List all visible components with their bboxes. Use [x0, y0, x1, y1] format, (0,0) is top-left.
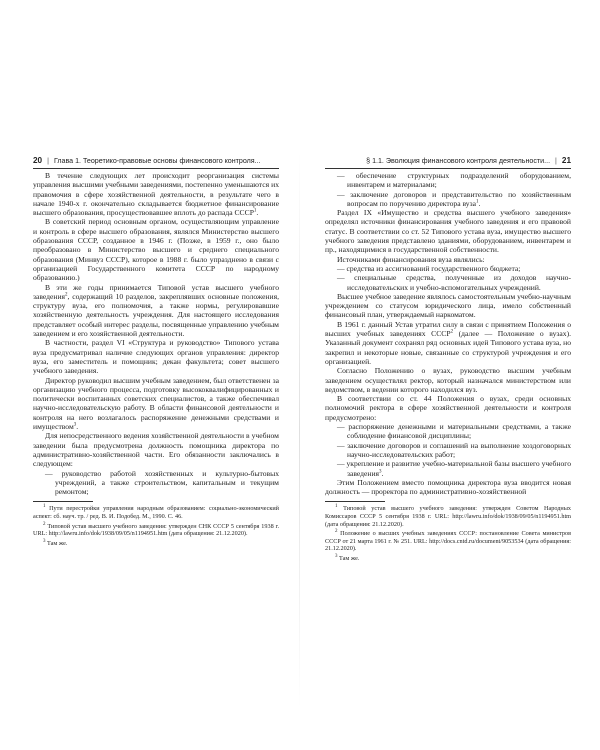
footnote-rule — [33, 501, 93, 502]
dash-list — [325, 422, 571, 478]
footnote: $^1$ Пути перестройки управления народным образованием: социально-экономический аспект: сб. науч. тр. / ред. В. И. Подобед. М., 1990. С. 46. — [33, 504, 279, 520]
list-item: — распоряжение денежными и материальными средствами, а также соблюдение финансовой дисциплины; — [325, 422, 571, 441]
list-item: — средства из ассигнований государственного бюджета; — [325, 264, 571, 273]
paragraph: В 1961 г. данный Устав утратил силу в связи с принятием Положения о высших учебных заведениях СССР$^2$ (далее — Положение о вузах). Указанный документ сохранял ряд основных идей Типового устава вуза, но закрепил и некоторые новые, связанные со структурой учреждения и его организацией. — [325, 319, 571, 366]
footnote-ref: 2 — [65, 292, 68, 298]
footnote-ref: 1 — [253, 208, 257, 214]
footnote-ref: 3 — [379, 468, 382, 474]
list-item: — заключение договоров и соглашений на выполнение хоздоговорных научно-исследовательских работ; — [325, 441, 571, 460]
footnote-number: 3 — [335, 553, 338, 559]
footnote-number: 1 — [335, 504, 338, 510]
footnote-ref: 1 — [475, 199, 479, 205]
list-item: — обеспечение структурных подразделений оборудованием, инвентарем и материалами; — [325, 171, 571, 190]
left-page-number: 20 — [33, 156, 43, 165]
paragraph: Директор руководил высшим учебным заведением, был ответственен за организацию учебного процесса, подготовку высококвалифицированных и политически воспитанных советских специалистов, а также обеспечивал научно-исследовательскую работу. В области финансовой деятельности и контроля на него возлагалось распоряжение денежными средствами и имуществом$^3$. — [33, 375, 279, 432]
paragraph: Источниками финансирования вуза являлись: — [337, 254, 485, 264]
paragraph: Для непосредственного ведения хозяйственной деятельности в учебном заведении была предусмотрена должность помощника директора по административно-хозяйственной части. Его обязанности заключались в следующем: — [33, 431, 279, 469]
paragraph: В соответствии со ст. 44 Положения о вузах, среди основных полномочий ректора в сфере хозяйственной деятельности и контроля предусмотрено: — [325, 394, 571, 422]
left-footnotes — [33, 501, 279, 547]
paragraph: Согласно Положению о вузах, руководство высшим учебным заведением осуществлял ректор, который назначался министерством или ведомством, в ведении которого находился вуз. — [325, 366, 571, 394]
footnote: $^1$ Типовой устав высшего учебного заведения: утвержден Советом Народных Комиссаров СССР 5 сентября 1938 г. URL: http://lawru.info/dok/1938/09/05/n1194951.htm (дата обращения: 21.12.2020). — [325, 504, 571, 528]
footnote-number: 1 — [43, 504, 46, 510]
left-running-header — [33, 156, 279, 169]
book-gutter — [299, 150, 300, 710]
footnote-rule — [325, 501, 385, 502]
paragraph: Этим Положением вместо помощника директора вуза вводится новая должность — проректора по административно-хозяйственной — [325, 477, 571, 497]
right-body — [325, 171, 571, 496]
footnote: $^2$ Типовой устав высшего учебного заведения: утвержден СНК СССР 5 сентября 1938 г. URL: http://lawru.info/dok/1938/09/05/n1194951.htm (дата обращения: 21.12.2020). — [33, 521, 279, 538]
header-separator: | — [47, 157, 49, 165]
left-body — [33, 171, 279, 496]
list-item: — специальные средства, полученные из доходов научно-исследовательских и учебно-вспомогательных учреждений. — [325, 273, 571, 292]
footnote-number: 3 — [43, 538, 46, 544]
footnote: $^3$ Там же. — [335, 553, 360, 562]
dash-list — [325, 264, 571, 292]
list-item: — руководство работой хозяйственных и культурно-бытовых учреждений, а также строительством, капитальным и текущим ремонтом; — [33, 469, 279, 497]
right-page-number: 21 — [561, 156, 571, 165]
left-page — [33, 171, 279, 691]
footnote-ref: 3 — [73, 422, 77, 428]
paragraph: В течение следующих лет происходит реорганизация системы управления высшими учебными заведениями, постепенно уменьшаются их правомочия в сфере хозяйственной деятельности, в результате чего в начале 1940-х г. окончательно складывается бюджетное финансирование высшего образования, просуществовавшее вплоть до распада СССР$^1$. — [33, 171, 279, 218]
list-item: — заключение договоров и представительство по хозяйственным вопросам по поручению директора вуза$^1$. — [325, 190, 571, 209]
footnote-number: 2 — [43, 521, 46, 527]
right-footnotes — [325, 501, 571, 562]
footnote: $^3$ Там же. — [43, 538, 68, 547]
list-item: — укрепление и развитие учебно-материальной базы высшего учебного заведения$^3$. — [325, 459, 571, 478]
dash-list — [33, 469, 279, 497]
footnote-number: 2 — [335, 529, 338, 535]
footnote-ref: 2 — [450, 329, 454, 335]
paragraph: Высшее учебное заведение являлось самостоятельным учебно-научным учреждением со статусом юридического лица, имело собственный финансовый план, утверждаемый наркоматом. — [325, 291, 571, 320]
left-header-title: Глава 1. Теоретико-правовые основы финансового контроля... — [53, 157, 261, 165]
paragraph: В советский период основным органом, осуществляющим управление и контроль в сфере высшего образования, являлся Министерство высшего образования СССР, созданное в 1946 г. (Позже, в 1959 г., оно было преобразовано в Министерство высшего и среднего специального образования (Минвуз СССР), которое в 1988 г. было упразднено в связи с организацией Государственного комитета СССР по народному образованию.) — [33, 217, 279, 283]
footnote: $^2$ Положение о высших учебных заведениях СССР: постановление Совета министров СССР от 21 марта 1961 г. № 251. URL: http://docs.cntd.ru/document/9053534 (дата обращения: 21.12.2020). — [325, 529, 571, 553]
paragraph: Раздел IX «Имущество и средства высшего учебного заведения» определял источники финансирования учебного заведения и его правовой статус. В соответствии со ст. 52 Типового устава вуза, имущество высшего учебного заведения представлено зданиями, оборудованием, инвентарем и пр., находящимися в государственной собственности. — [325, 208, 571, 255]
paragraph: В эти же годы принимается Типовой устав высшего учебного заведения$^2$, содержащий 10 разделов, закреплявших основные положения, структуру вуза, его полномочия, а также нормы, регулировавшие хозяйственную деятельность учреждения. Для настоящего исследования представляет особый интерес разделы, посвященные управлению учебным заведением и его хозяйственной деятельности. — [33, 282, 279, 339]
dash-list — [325, 171, 571, 208]
header-separator: | — [555, 157, 557, 165]
paragraph: В частности, раздел VI «Структура и руководство» Типового устава вуза предусматривал наличие следующих органов управления: директор вуза, его заместитель и помощник; декан факультета; совет высшего учебного заведения. — [33, 338, 279, 376]
right-page — [325, 171, 571, 691]
right-header-title: § 1.1. Эволюция финансового контроля деятельности... — [366, 157, 551, 165]
right-running-header — [325, 156, 571, 169]
